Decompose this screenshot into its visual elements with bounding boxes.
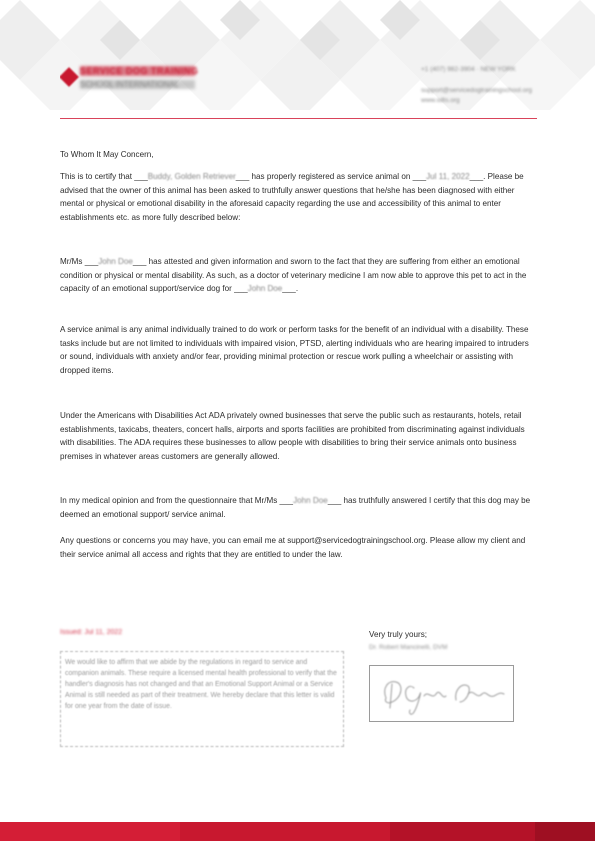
paragraph-service-animal-definition: A service animal is any animal individually trained to do work or perform tasks for the benefit of an individual with a disability. These tasks include but are not limited to individuals with impaired vision, PTSD, alerting individuals who are hearing impaired to intruders or sound, individuals with anxiety and/or fear, providing minimal protection or rescue work pulling a wheelchair or assisting with dropped items.: [60, 325, 529, 375]
owner-name-field-2: John Doe: [247, 284, 283, 294]
owner-name-field: John Doe: [98, 257, 133, 266]
dog-name-field: Buddy, Golden Retriever: [147, 172, 236, 181]
p1-text-a: This is to certify that: [60, 172, 135, 181]
contact-phone: +1 (407) 982-3904 · NEW YORK: [421, 66, 516, 73]
p2-text-b: has attested and given information and sworn to the fact that they are suffering from either an emotional condition or physical or mental disability. As such, as a doctor of veterinary medicine I am now able to approve this pet to act in the capacity of an emotional support/service dog for: [60, 257, 527, 294]
footer-band: [0, 822, 595, 841]
p1-text-b: has properly registered as service animal on: [249, 172, 413, 181]
signer-name: Dr. Robert Mancinelli, DVM: [369, 644, 448, 651]
contact-website: www.sdts.org: [421, 97, 460, 104]
p2-text-a: Mr/Ms: [60, 257, 85, 266]
paragraph-attestation: Mr/Ms ___John Doe___ has attested and given information and sworn to the fact that they are suffering from either an emotional condition or physical or mental disability. As such, as a doctor of veterinary medicine I am now able to approve this pet to act in the capacity of an emotional support/service dog for ___John Doe___.: [60, 257, 527, 294]
registration-date-field: Jul 11, 2022: [426, 172, 470, 181]
validity-note-box: We would like to affirm that we abide by the regulations in regard to service and companion animals. These require a licensed mental health professional to verify that the handler's diagnosis has not changed and that an Emotional Support Animal or a Service Animal is still needed as part of their treatment. We hereby declare that this letter is valid for one year from the date of issue.: [60, 651, 344, 747]
header-divider: [60, 118, 537, 119]
closing-salutation: Very truly yours;: [369, 630, 428, 639]
paragraph-medical-opinion: In my medical opinion and from the questionnaire that Mr/Ms ___John Doe___ has truthfully answered I certify that this dog may be deemed an emotional support/ service animal.: [60, 496, 531, 519]
p5-text-b: has truthfully answered I certify that this dog may be deemed an emotional support/ service animal.: [60, 496, 531, 519]
p5-text-a: In my medical opinion and from the questionnaire that Mr/Ms: [60, 496, 280, 505]
paragraph-contact: Any questions or concerns you may have, you can email me at support@servicedogtrainingschool.org. Please allow my client and their service animal all access and rights that they are entitled to under the law.: [60, 536, 526, 559]
contact-email: support@servicedogtrainingschool.org: [421, 87, 533, 94]
logo-subtitle: SCHOOL INTERNATIONAL: [80, 80, 180, 89]
p1-text-c: . Please be advised that the owner of this animal has been asked to truthfully answer questions that he/she has been diagnosed with either mental or physical or emotional disability in the aforesaid capacity regarding the use and accessibility of this animal to enter establishments etc. as more fully described below:: [60, 172, 524, 222]
logo-title: SERVICE DOG TRAINING: [80, 66, 199, 76]
owner-name-field-3: John Doe: [293, 496, 328, 505]
handwritten-signature: [370, 666, 513, 721]
paragraph-certification: This is to certify that ___Buddy, Golden Retriever___ has properly registered as service animal on ___Jul 11, 2022___. Please be advised that the owner of this animal has been asked to truthfully answer questions that he/she has been diagnosed with either mental or physical or emotional disability in the aforesaid capacity regarding the use and accessibility of this animal to enter establishments etc. as more fully described below:: [60, 172, 524, 222]
signature-box: [369, 665, 514, 722]
paragraph-ada: Under the Americans with Disabilities Act ADA privately owned businesses that serve the public such as restaurants, hotels, retail establishments, taxicabs, theaters, concert halls, airports and sports facilities are prohibited from discriminating against individuals with disabilities. The ADA requires these businesses to allow people with disabilities to bring their service animals onto business premises in whatever areas customers are generally allowed.: [60, 411, 525, 461]
issued-date: Issued: Jul 11, 2022: [60, 629, 123, 636]
p2-text-c: .: [295, 284, 299, 294]
greeting: To Whom It May Concern,: [60, 150, 154, 159]
